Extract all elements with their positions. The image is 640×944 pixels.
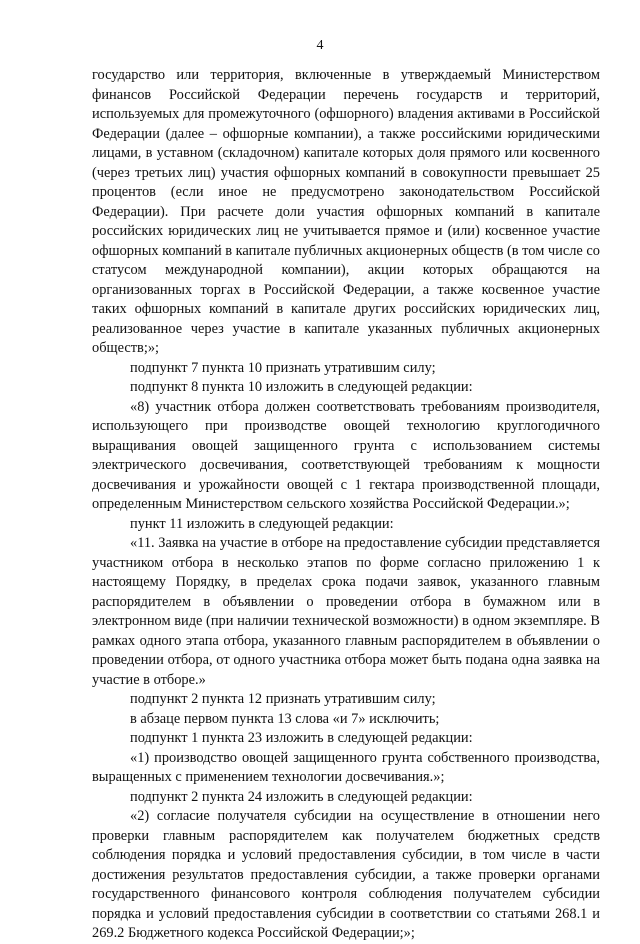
paragraph: «11. Заявка на участие в отборе на предоставление субсидии представляется участником отбора в несколько этапов по форме согласно приложению 1 к настоящему Порядку, в пределах срока подачи заявок, указанного главным распорядителем в объявлении о проведении отбора в бумажном или в электронном виде (при наличии технической возможности) в одном экземпляре. В рамках одного этапа отбора, указанного главным распорядителем в объявлении о проведении отбора, от одного участника отбора может быть подана одна заявка на участие в отборе.»: [92, 535, 600, 688]
paragraph: подпункт 1 пункта 23 изложить в следующей редакции:: [130, 730, 473, 746]
paragraph: «1) производство овощей защищенного грунта собственного производства, выращенных с применением технологии досвечивания.»;: [92, 749, 600, 785]
paragraph: в абзаце первом пункта 13 слова «и 7» исключить;: [130, 710, 440, 727]
paragraph: государство или территория, включенные в утверждаемый Министерством финансов Российской Федерации перечень государств и территорий, используемых для промежуточного (офшорного) владения активами в Российской Федерации (далее – офшорные компании), а также российскими юридическими лицами, в уставном (складочном) капитале которых доля прямого или косвенного (через третьих лиц) участия офшорных компаний в совокупности превышает 25 процентов (если иное не предусмотрено законодательством Российской Федерации). При расчете доли участия офшорных компаний в капитале российских юридических лиц не учитывается прямое и (или) косвенное участие офшорных компаний в капитале публичных акционерных обществ (в том числе со статусом международной компании), акции которых обращаются на организованных торгах в Российской Федерации, а также косвенное участие таких офшорных компаний в капитале других российских юридических лиц, реализованное через участие в капитале указанных публичных акционерных обществ;»;: [92, 67, 600, 356]
paragraph: подпункт 2 пункта 24 изложить в следующей редакции:: [130, 788, 473, 805]
paragraph: «2) согласие получателя субсидии на осуществление в отношении него проверки главным распорядителем как получателем бюджетных средств соблюдения порядка и условий предоставления субсидии, в том числе в части достижения результатов предоставления субсидии, а также проверки органами государственного финансового контроля соблюдения получателем субсидии порядка и условий предоставления субсидии в соответствии со статьями 268.1 и 269.2 Бюджетного кодекса Российской Федерации;»;: [92, 808, 600, 941]
paragraph: пункт 11 изложить в следующей редакции:: [130, 515, 394, 532]
document-body: [92, 66, 600, 944]
paragraph: подпункт 2 пункта 12 признать утратившим силу;: [130, 691, 436, 707]
paragraph: подпункт 8 пункта 10 изложить в следующей редакции:: [130, 379, 473, 395]
paragraph: «8) участник отбора должен соответствовать требованиям производителя, использующего при производстве овощей технологию круглогодичного выращивания овощей защищенного грунта с использованием системы электрического досвечивания, соответствующей требованиям к мощности досвечивания и урожайности овощей с 1 гектара производственной площади, определенным Министерством сельского хозяйства Российской Федерации.»;: [92, 398, 600, 512]
paragraph: подпункт 7 пункта 10 признать утратившим силу;: [130, 359, 436, 376]
page-number: 4: [316, 38, 324, 53]
